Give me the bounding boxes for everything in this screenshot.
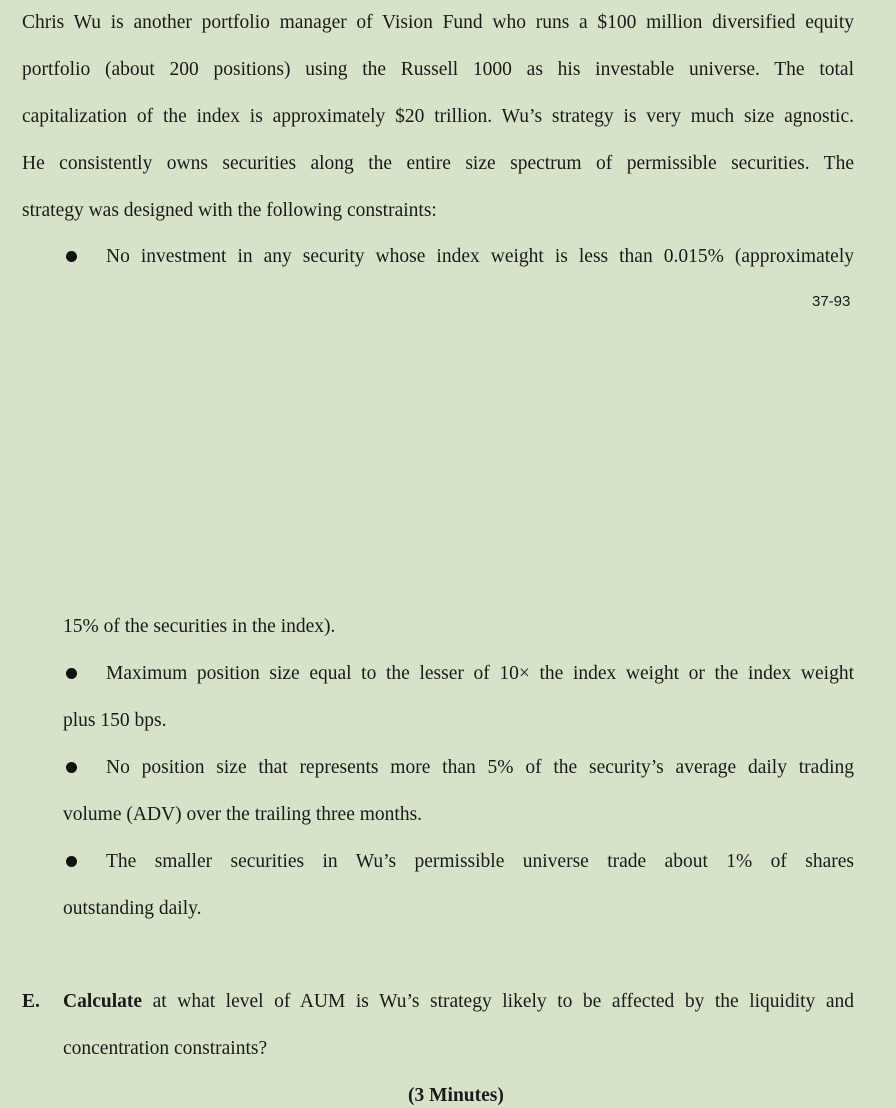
intro-line-4: He consistently owns securities along the entire size spectrum of permissible securities. The [22,153,854,174]
bullet-3-dot [66,762,77,773]
question-time: (3 Minutes) [408,1085,504,1106]
intro-line-3: capitalization of the index is approximately $20 trillion. Wu’s strategy is very much size agnostic. [22,106,854,127]
bullet-3-line-2: volume (ADV) over the trailing three months. [63,804,423,825]
bullet-2-line-1: Maximum position size equal to the lesser of 10× the index weight or the index weight [106,663,854,684]
question-label: E. [22,991,40,1012]
intro-line-5: strategy was designed with the following constraints: [22,200,437,221]
question-verb: Calculate [63,991,143,1012]
page-number: 37-93 [812,293,851,310]
bullet-1-line-1: No investment in any security whose index weight is less than 0.015% (approximately [106,246,854,267]
question-line-1 [63,990,854,1014]
bullet-1-dot [66,251,77,262]
intro-line-1: Chris Wu is another portfolio manager of Vision Fund who runs a $100 million diversified equity [22,12,854,33]
bullet-4-line-2: outstanding daily. [63,898,202,919]
question-line-1-text: at what level of AUM is Wu’s strategy likely to be affected by the liquidity and [152,991,855,1012]
bullet-4-line-1: The smaller securities in Wu’s permissible universe trade about 1% of shares [106,851,854,872]
bullet-4-dot [66,856,77,867]
bullet-2-line-2: plus 150 bps. [63,710,167,731]
bullet-3-line-1: No position size that represents more than 5% of the security’s average daily trading [106,757,854,778]
bullet-2-dot [66,668,77,679]
question-line-2: concentration constraints? [63,1038,268,1059]
bullet-1-line-2: 15% of the securities in the index). [63,616,336,637]
intro-line-2: portfolio (about 200 positions) using the Russell 1000 as his investable universe. The total [22,59,854,80]
